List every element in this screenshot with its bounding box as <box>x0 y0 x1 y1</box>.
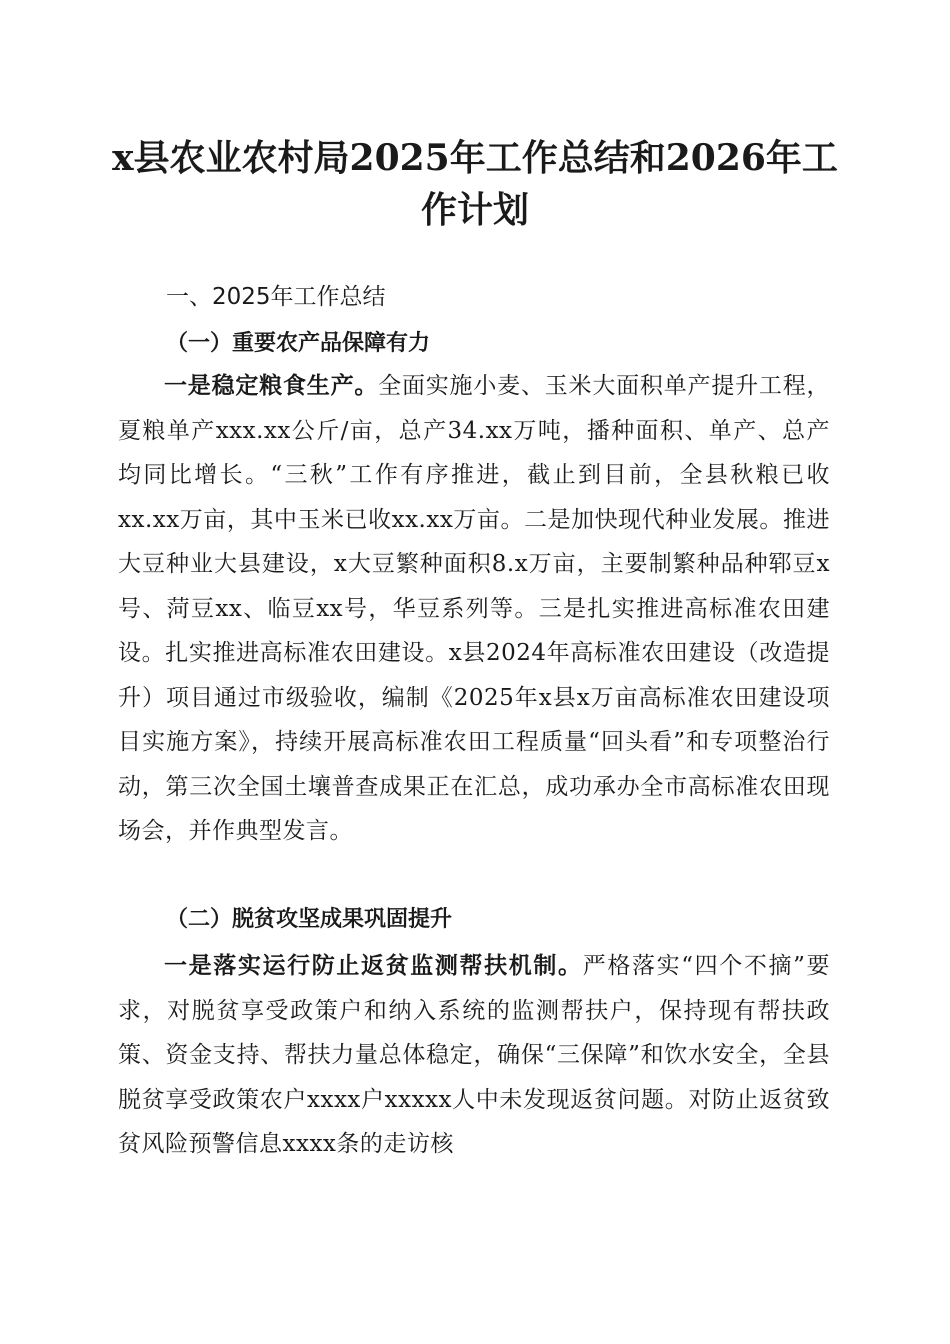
subsection-heading-poverty-alleviation: （二）脱贫攻坚成果巩固提升 <box>166 906 453 932</box>
document-title <box>110 132 840 236</box>
paragraph-monitoring-mechanism <box>118 944 830 1167</box>
paragraph-body: 严格落实“四个不摘”要求，对脱贫享受政策户和纳入系统的监测帮扶户，保持现有帮扶政策、资金支持、帮扶力量总体稳定，确保“三保障”和饮水安全，全县脱贫享受政策农户xxxx户xxxxx人中未发现返贫问题。对防止返贫致贫风险预警信息xxxx条的走访核 <box>118 953 830 1157</box>
paragraph-lead: 一是落实运行防止返贫监测帮扶机制。 <box>164 952 583 979</box>
section-heading-work-summary: 一、2025年工作总结 <box>166 284 386 310</box>
paragraph-lead: 一是稳定粮食生产。 <box>164 372 379 399</box>
title-line-1: x县农业农村局2025年工作总结和2026年工 <box>112 137 838 179</box>
title-line-2: 作计划 <box>420 189 529 231</box>
subsection-heading-agri-products: （一）重要农产品保障有力 <box>166 330 431 356</box>
paragraph-body: 全面实施小麦、玉米大面积单产提升工程，夏粮单产xxx.xx公斤/亩，总产34.xx万吨，播种面积、单产、总产均同比增长。“三秋”工作有序推进，截止到目前，全县秋粮已收xx.xx万亩，其中玉米已收xx.xx万亩。二是加快现代种业发展。推进大豆种业大县建设，x大豆繁种面积8.x万亩，主要制繁种品种郓豆x号、菏豆xx、临豆xx号，华豆系列等。三是扎实推进高标准农田建设。扎实推进高标准农田建设。x县2024年高标准农田建设（改造提升）项目通过市级验收，编制《2025年x县x万亩高标准农田建设项目实施方案》，持续开展高标准农田工程质量“回头看”和专项整治行动，第三次全国土壤普查成果正在汇总，成功承办全市高标准农田现场会，并作典型发言。 <box>118 373 831 844</box>
paragraph-grain-production <box>118 364 830 854</box>
